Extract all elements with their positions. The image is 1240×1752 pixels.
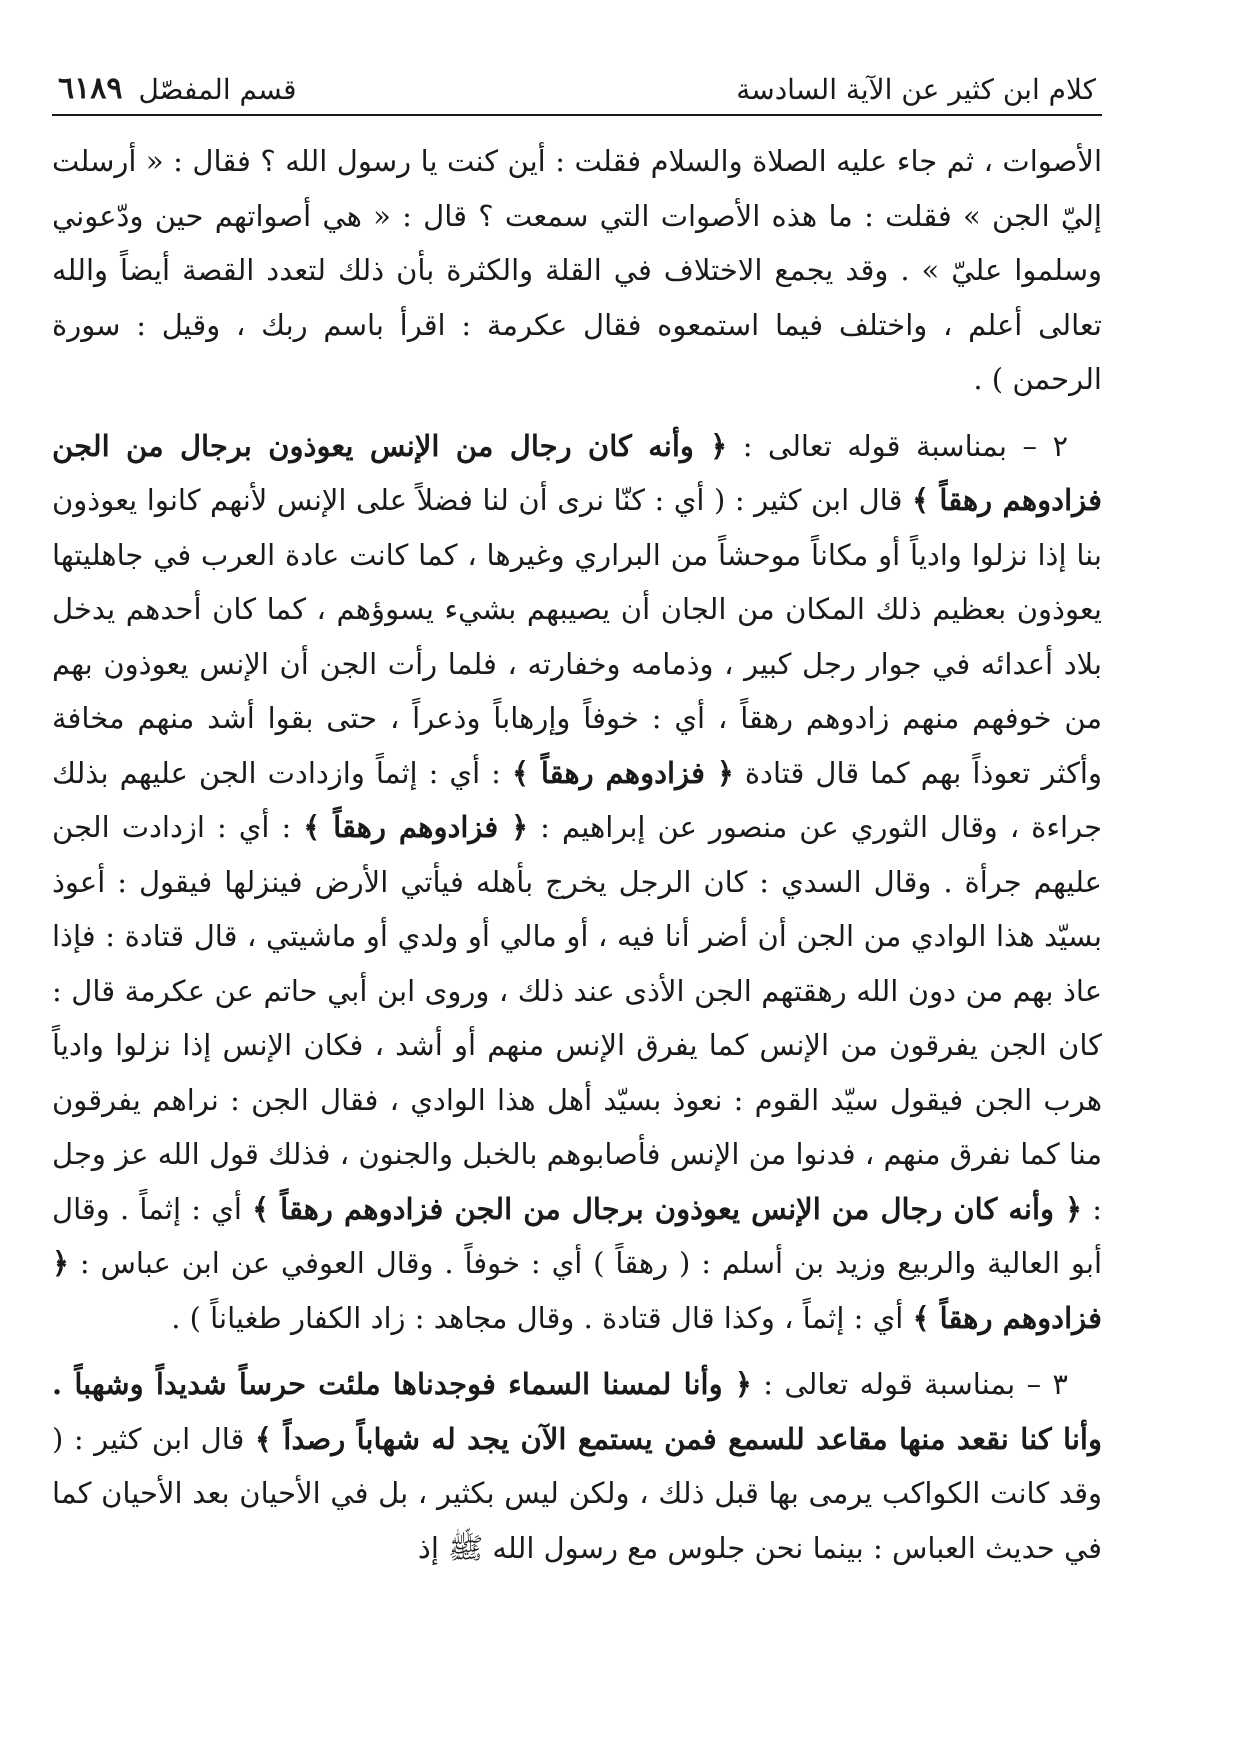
- paragraph-1: [52, 134, 1102, 407]
- text-segment: : أي : ازدادت الجن عليهم جرأة . وقال السدي : كان الرجل يخرج بأهله فيأتي الأرض فينزلها فيقول : أعوذ بسيّد هذا الوادي من الجن أن أضر أنا فيه ، أو مالي أو ولدي أو ماشيتي ، قال قتادة : فإذا عاذ بهم من دون الله رهقتهم الجن الأذى عند ذلك ، وروى ابن أبي حاتم عن عكرمة قال : كان الجن يفرقون من الإنس كما يفرق الإنس منهم أو أشد ، فكان الإنس إذا نزلوا وادياً هرب الجن فيقول سيّد القوم : نعوذ بسيّد أهل هذا الوادي ، فقال الجن : نراهم يفرقون منا كما نفرق منهم ، فدنوا من الإنس فأصابوهم بالخبل والجنون ، فذلك قول الله عز وجل :: [52, 810, 1102, 1226]
- paragraph-3: [52, 1357, 1102, 1575]
- quran-verse: ﴿ وأنه كان رجال من الإنس يعوذون برجال من الجن فزادوهم رهقاً ﴾: [52, 428, 1102, 517]
- text-segment: ٢ – بمناسبة قوله تعالى :: [727, 428, 1069, 463]
- document-page: [52, 60, 1102, 1710]
- text-segment: قال ابن كثير : ( وقد كانت الكواكب يرمى بها قبل ذلك ، ولكن ليس بكثير ، بل في الأحيان بعد الأحيان كما في حديث العباس : بينما نحن جلوس مع رسول الله ﷺ إذ: [52, 1421, 1102, 1565]
- body-text: [52, 134, 1102, 1575]
- paragraph-2: [52, 419, 1102, 1346]
- page-header: [52, 60, 1102, 112]
- page-number: ٦١٨٩: [58, 71, 123, 106]
- text-segment: ٣ – بمناسبة قوله تعالى :: [751, 1367, 1068, 1401]
- text-segment: أي : إثماً . وقال أبو العالية والربيع وزيد بن أسلم : ( رهقاً ) أي : خوفاً . وقال العوفي عن ابن عباس :: [52, 1191, 1102, 1280]
- text-segment: الأصوات ، ثم جاء عليه الصلاة والسلام فقلت : أين كنت يا رسول الله ؟ فقال : « أرسلت إليّ الجن » فقلت : ما هذه الأصوات التي سمعت ؟ قال : « هي أصواتهم حين ودّعوني وسلموا عليّ » . وقد يجمع الاختلاف في القلة والكثرة بأن ذلك لتعدد القصة أيضاً والله تعالى أعلم ، واختلف فيما استمعوه فقال عكرمة : اقرأ باسم ربك ، وقيل : سورة الرحمن ) .: [52, 144, 1102, 396]
- quran-verse: ﴿ فزادوهم رهقاً ﴾: [511, 755, 734, 790]
- section-title: قسم المفصّل: [138, 73, 297, 106]
- text-segment: : أي : إثماً وازدادت الجن عليهم بذلك جراءة ، وقال الثوري عن منصور عن إبراهيم :: [52, 755, 1102, 844]
- quran-verse: ﴿ فزادوهم رهقاً ﴾: [303, 810, 529, 844]
- header-rule: [52, 114, 1102, 116]
- header-left-group: [58, 71, 297, 106]
- quran-verse: ﴿ وأنا لمسنا السماء فوجدناها ملئت حرساً شديداً وشهباً . وأنا كنا نقعد منها مقاعد للسمع فمن يستمع الآن يجد له شهاباً رصداً ﴾: [52, 1367, 1102, 1456]
- running-title: كلام ابن كثير عن الآية السادسة: [736, 73, 1096, 106]
- quran-verse: ﴿ وأنه كان رجال من الإنس يعوذون برجال من الجن فزادوهم رهقاً ﴾: [252, 1191, 1083, 1226]
- text-segment: أي : إثماً ، وكذا قال قتادة . وقال مجاهد : زاد الكفار طغياناً ) .: [171, 1300, 913, 1335]
- text-segment: قال ابن كثير : ( أي : كنّا نرى أن لنا فضلاً على الإنس لأنهم كانوا يعوذون بنا إذا نزلوا وادياً أو مكاناً موحشاً من البراري وغيرها ، كما كانت عادة العرب في جاهليتها يعوذون بعظيم ذلك المكان من الجان أن يصيبهم بشيء يسوؤهم ، كما كان أحدهم يدخل بلاد أعدائه في جوار رجل كبير ، وذمامه وخفارته ، فلما رأت الجن أن الإنس يعوذون بهم من خوفهم منهم زادوهم رهقاً ، أي : خوفاً وإرهاباً وذعراً ، حتى بقوا أشد منهم مخافة وأكثر تعوذاً بهم كما قال قتادة: [52, 483, 1102, 790]
- quran-verse: ﴿ فزادوهم رهقاً ﴾: [52, 1246, 1102, 1335]
